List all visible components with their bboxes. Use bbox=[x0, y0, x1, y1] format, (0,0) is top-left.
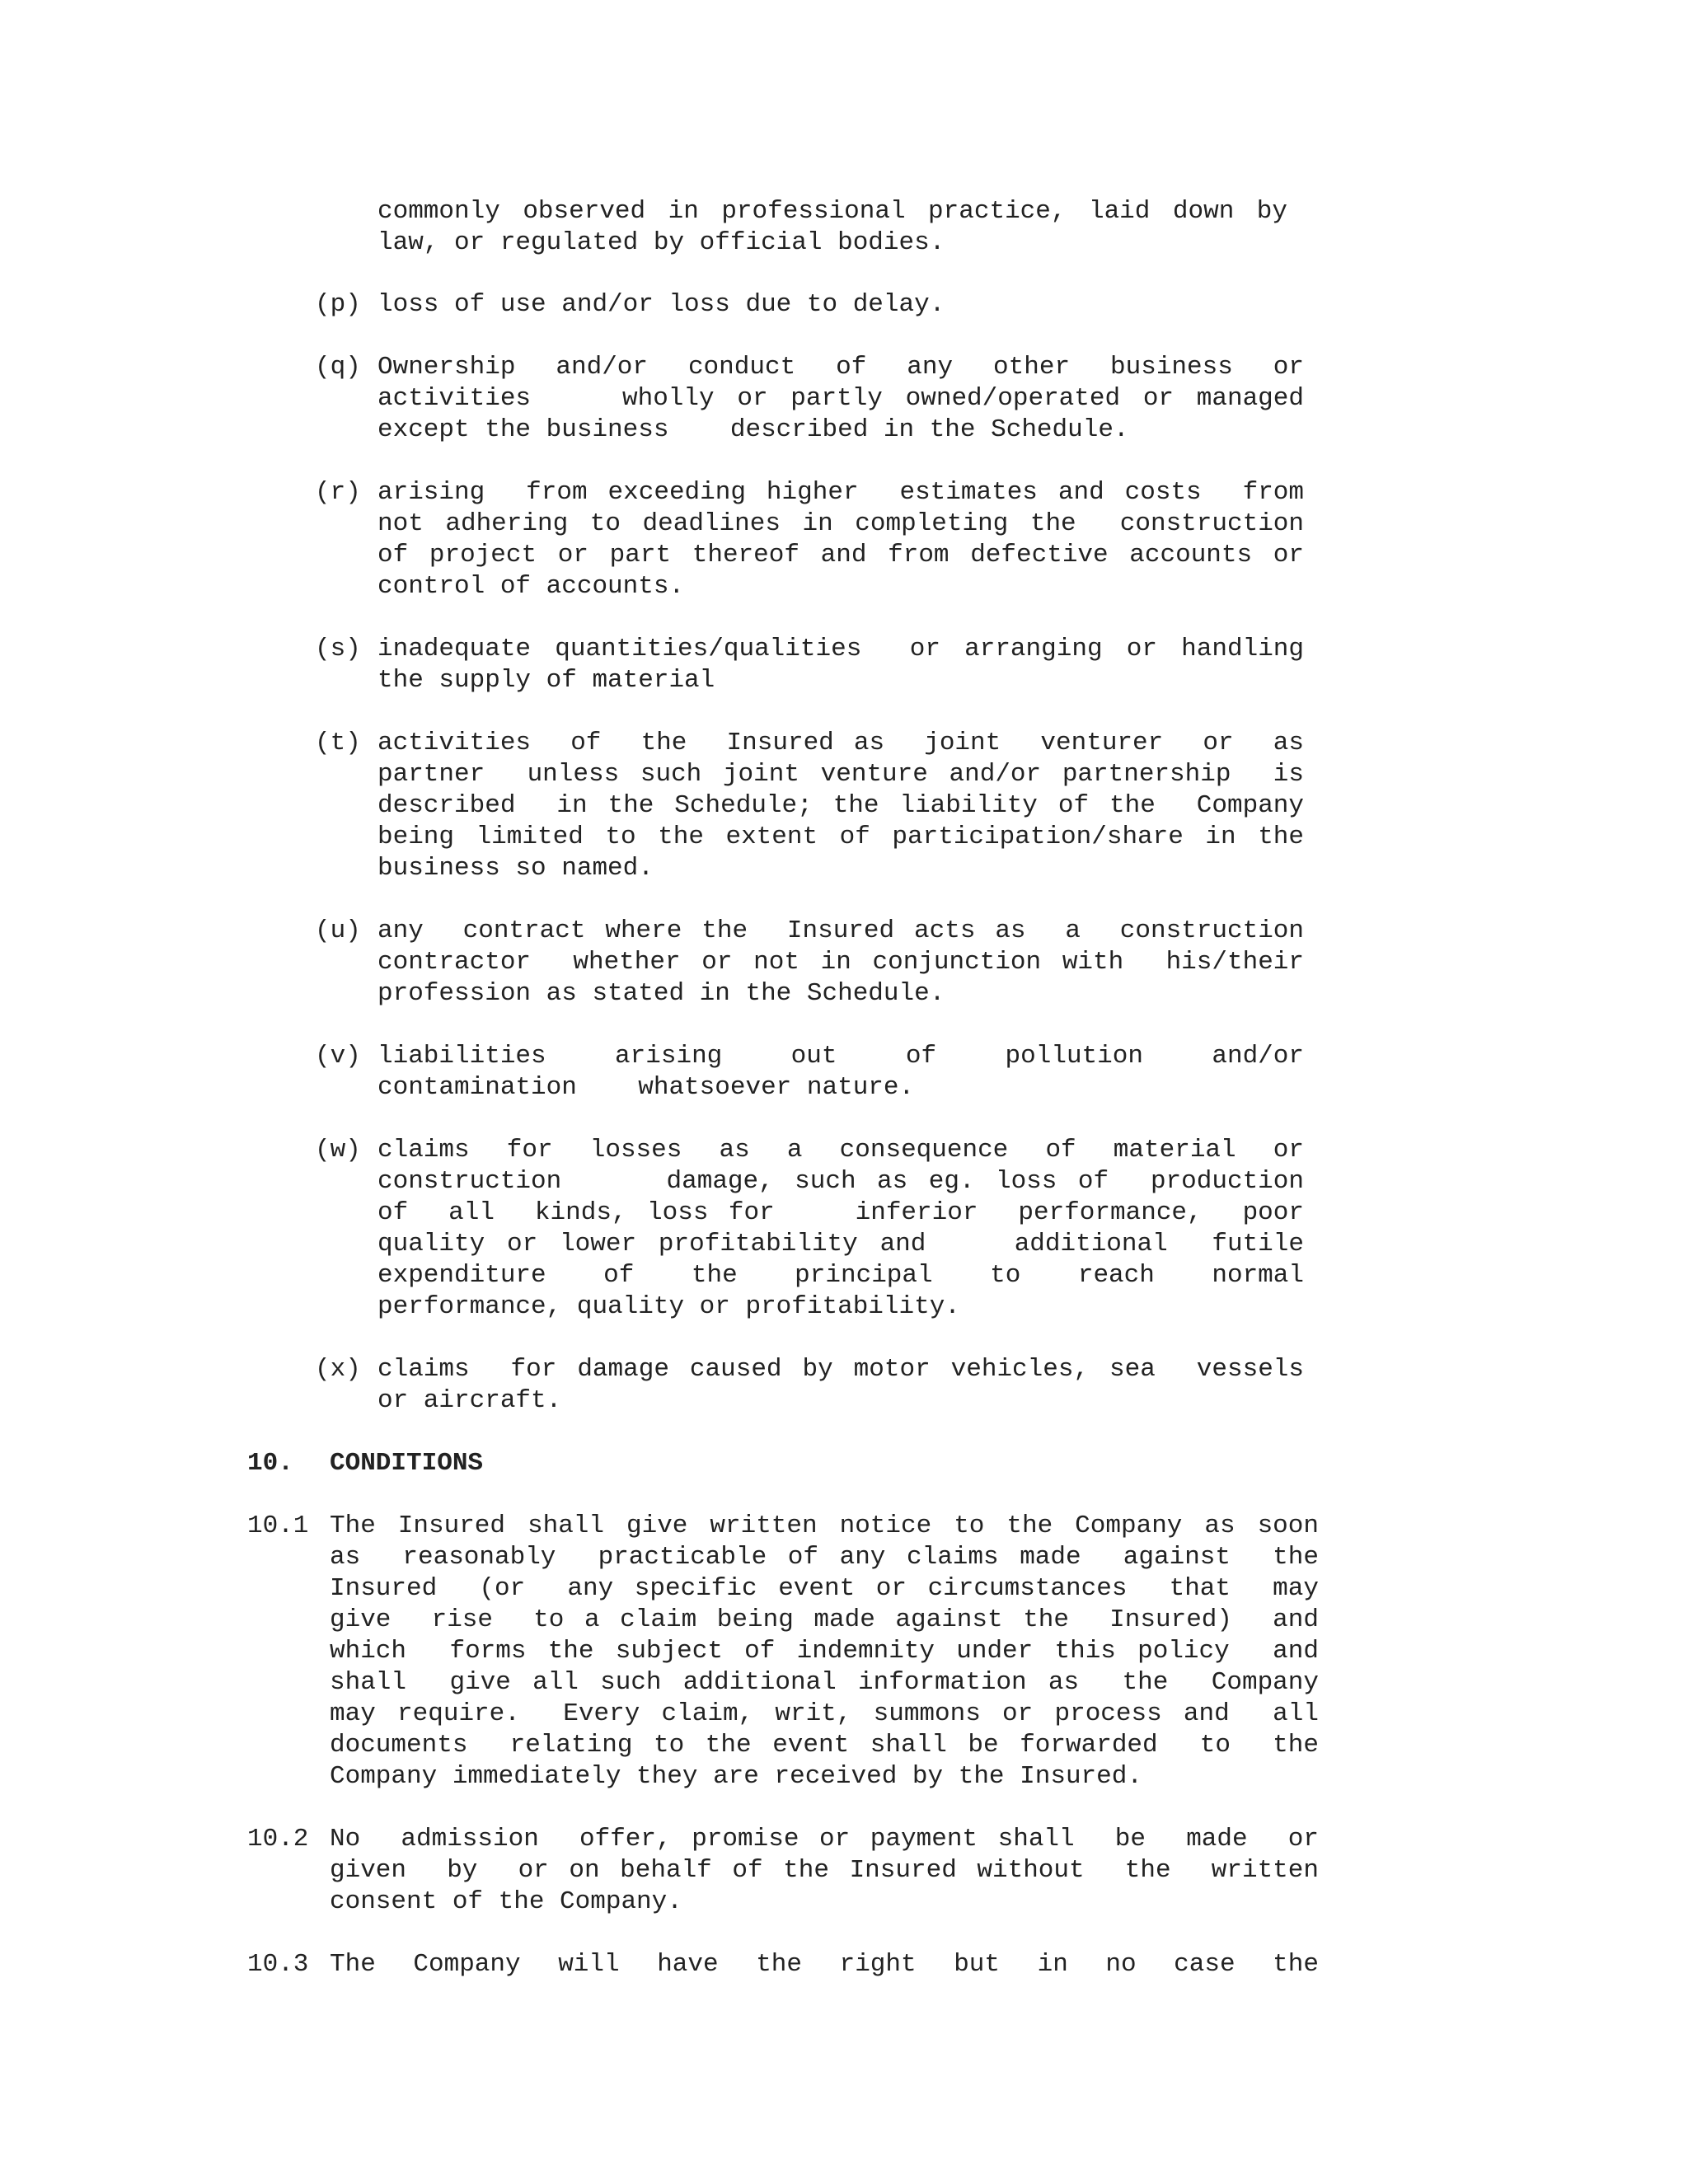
item-line: not adhering to deadlines in completing the construction bbox=[377, 509, 1304, 538]
clause-line: as reasonably practicable of any claims made against the bbox=[330, 1543, 1319, 1572]
clause-number: 10.2 bbox=[247, 1825, 309, 1854]
item-line: claims for damage caused by motor vehicles, sea vessels bbox=[377, 1355, 1304, 1384]
item-line: expenditure of the principal to reach normal bbox=[377, 1261, 1304, 1290]
clause-line: given by or on behalf of the Insured without the written bbox=[330, 1856, 1319, 1885]
item-line: control of accounts. bbox=[377, 572, 685, 601]
item-line: of project or part thereof and from defective accounts or bbox=[377, 541, 1304, 569]
item-line: described in the Schedule; the liability of the Company bbox=[377, 791, 1304, 820]
clause-line: Insured (or any specific event or circumstances that may bbox=[330, 1574, 1319, 1603]
item-line: arising from exceeding higher estimates and costs from bbox=[377, 478, 1304, 507]
clause-line: consent of the Company. bbox=[330, 1887, 682, 1916]
clause-number: 10.1 bbox=[247, 1511, 309, 1540]
item-line: liabilities arising out of pollution and/or bbox=[377, 1042, 1304, 1071]
item-label: (s) bbox=[315, 635, 361, 663]
item-line: activities wholly or partly owned/operated or managed bbox=[377, 384, 1304, 413]
item-label: (q) bbox=[315, 353, 361, 382]
item-line: except the business described in the Schedule. bbox=[377, 415, 1129, 444]
clause-line: give rise to a claim being made against the Insured) and bbox=[330, 1605, 1319, 1634]
item-line: or aircraft. bbox=[377, 1386, 562, 1415]
item-line: being limited to the extent of participation/share in the bbox=[377, 823, 1304, 851]
item-line: partner unless such joint venture and/or partnership is bbox=[377, 760, 1304, 789]
clause-line: Company immediately they are received by the Insured. bbox=[330, 1762, 1142, 1791]
item-line: business so named. bbox=[377, 854, 654, 883]
item-label: (u) bbox=[315, 916, 361, 945]
item-line: the supply of material bbox=[377, 666, 715, 695]
item-label: (v) bbox=[315, 1042, 361, 1071]
item-label: (x) bbox=[315, 1355, 361, 1384]
item-line: performance, quality or profitability. bbox=[377, 1292, 960, 1321]
item-line: claims for losses as a consequence of material or bbox=[377, 1136, 1304, 1165]
clause-line: may require. Every claim, writ, summons or process and all bbox=[330, 1699, 1319, 1728]
item-line: activities of the Insured as joint venturer or as bbox=[377, 729, 1304, 757]
item-line: any contract where the Insured acts as a construction bbox=[377, 916, 1304, 945]
clause-line: The Company will have the right but in no case the bbox=[330, 1950, 1319, 1979]
item-line: profession as stated in the Schedule. bbox=[377, 979, 945, 1008]
clause-number: 10.3 bbox=[247, 1950, 309, 1979]
item-line: contractor whether or not in conjunction with his/their bbox=[377, 948, 1304, 977]
clause-line: which forms the subject of indemnity under this policy and bbox=[330, 1637, 1319, 1666]
intro-line: law, or regulated by official bodies. bbox=[377, 228, 945, 257]
item-line: inadequate quantities/qualities or arranging or handling bbox=[377, 635, 1304, 663]
item-label: (p) bbox=[315, 290, 361, 319]
clause-line: The Insured shall give written notice to the Company as soon bbox=[330, 1511, 1319, 1540]
section-title: CONDITIONS bbox=[330, 1449, 484, 1478]
item-line: construction damage, such as eg. loss of production bbox=[377, 1167, 1304, 1196]
section-number: 10. bbox=[247, 1449, 293, 1478]
item-line: contamination whatsoever nature. bbox=[377, 1073, 915, 1102]
item-line: of all kinds, loss for inferior performance, poor bbox=[377, 1198, 1304, 1227]
clause-line: shall give all such additional information as the Company bbox=[330, 1668, 1319, 1697]
intro-line: commonly observed in professional practice, laid down by bbox=[377, 197, 1287, 226]
item-label: (t) bbox=[315, 729, 361, 757]
item-line: loss of use and/or loss due to delay. bbox=[377, 290, 945, 319]
clause-line: No admission offer, promise or payment shall be made or bbox=[330, 1825, 1319, 1854]
item-label: (w) bbox=[315, 1136, 361, 1165]
item-line: Ownership and/or conduct of any other business or bbox=[377, 353, 1304, 382]
clause-line: documents relating to the event shall be forwarded to the bbox=[330, 1731, 1319, 1760]
item-line: quality or lower profitability and additional futile bbox=[377, 1230, 1304, 1258]
item-label: (r) bbox=[315, 478, 361, 507]
